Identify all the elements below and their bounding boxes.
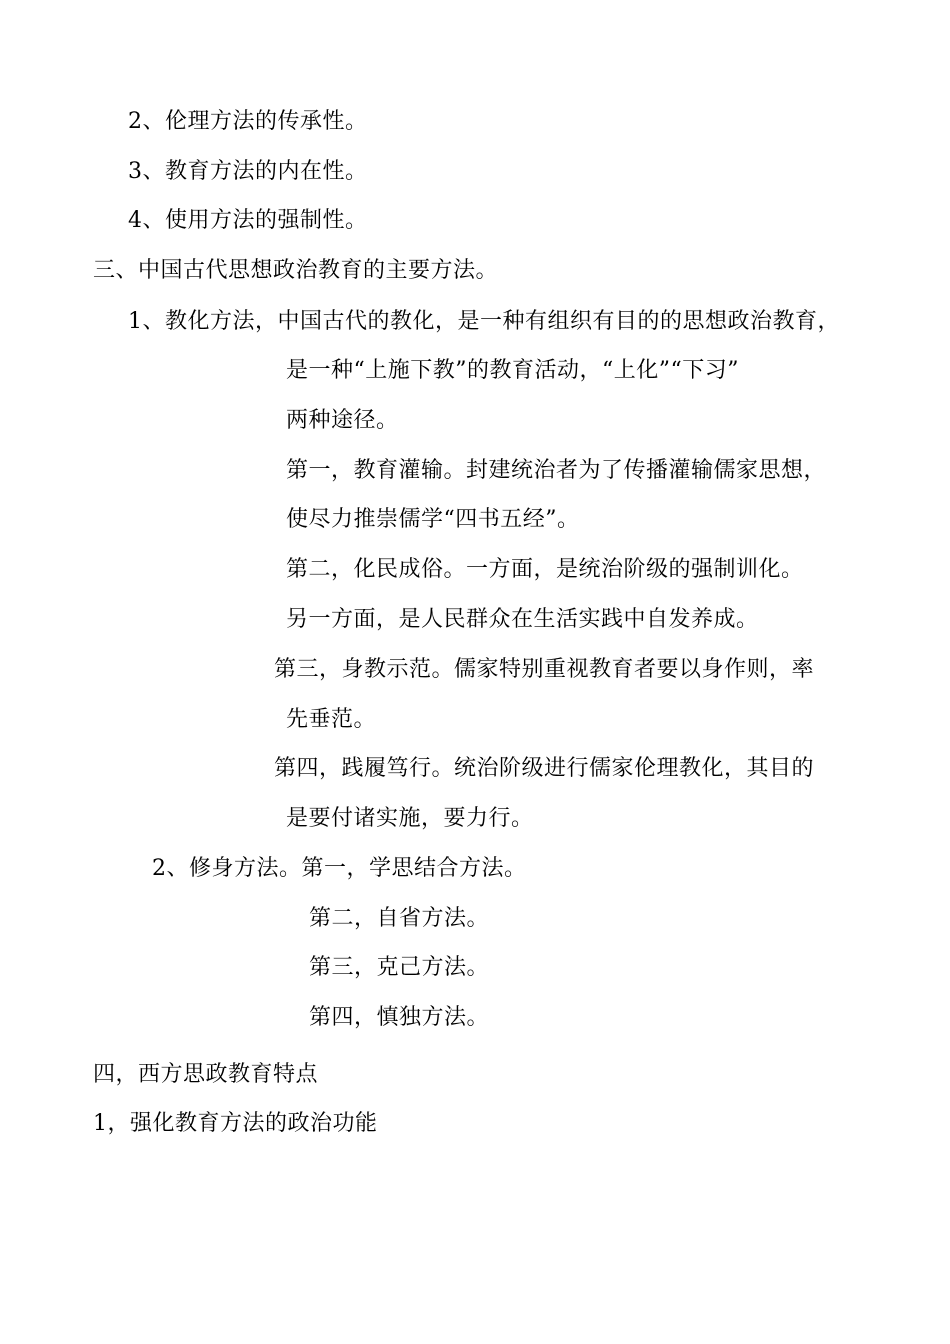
text-line: 第三，克己方法。 — [309, 955, 490, 980]
text-line: 先垂范。 — [286, 707, 377, 732]
text-line: 4、使用方法的强制性。 — [128, 208, 368, 233]
text-line: 第一，教育灌输。封建统治者为了传播灌输儒家思想， — [286, 458, 827, 483]
text-line: 3、教育方法的内在性。 — [128, 159, 368, 184]
text-line: 第二，化民成俗。一方面，是统治阶级的强制训化。 — [286, 557, 804, 582]
text-line: 两种途径。 — [286, 408, 399, 433]
text-line: 使尽力推崇儒学“四书五经”。 — [286, 507, 580, 532]
text-line: 第三，身教示范。儒家特别重视教育者要以身作则，率 — [274, 657, 815, 682]
text-line: 2、修身方法。第一，学思结合方法。 — [152, 856, 527, 881]
text-line: 另一方面，是人民群众在生活实践中自发养成。 — [286, 607, 759, 632]
text-line: 第四，慎独方法。 — [309, 1005, 490, 1030]
text-line: 1，强化教育方法的政治功能 — [93, 1111, 378, 1136]
text-line: 2、伦理方法的传承性。 — [128, 109, 368, 134]
text-line: 第二，自省方法。 — [309, 906, 490, 931]
text-line: 第四，践履笃行。统治阶级进行儒家伦理教化，其目的 — [274, 756, 815, 781]
text-line: 1、教化方法，中国古代的教化，是一种有组织有目的的思想政治教育， — [128, 309, 840, 334]
text-line: 是一种“上施下教”的教育活动，“上化”“下习” — [286, 358, 739, 383]
section-heading: 三、中国古代思想政治教育的主要方法。 — [93, 258, 499, 283]
section-heading: 四，西方思政教育特点 — [93, 1062, 319, 1087]
text-line: 是要付诸实施，要力行。 — [286, 806, 534, 831]
